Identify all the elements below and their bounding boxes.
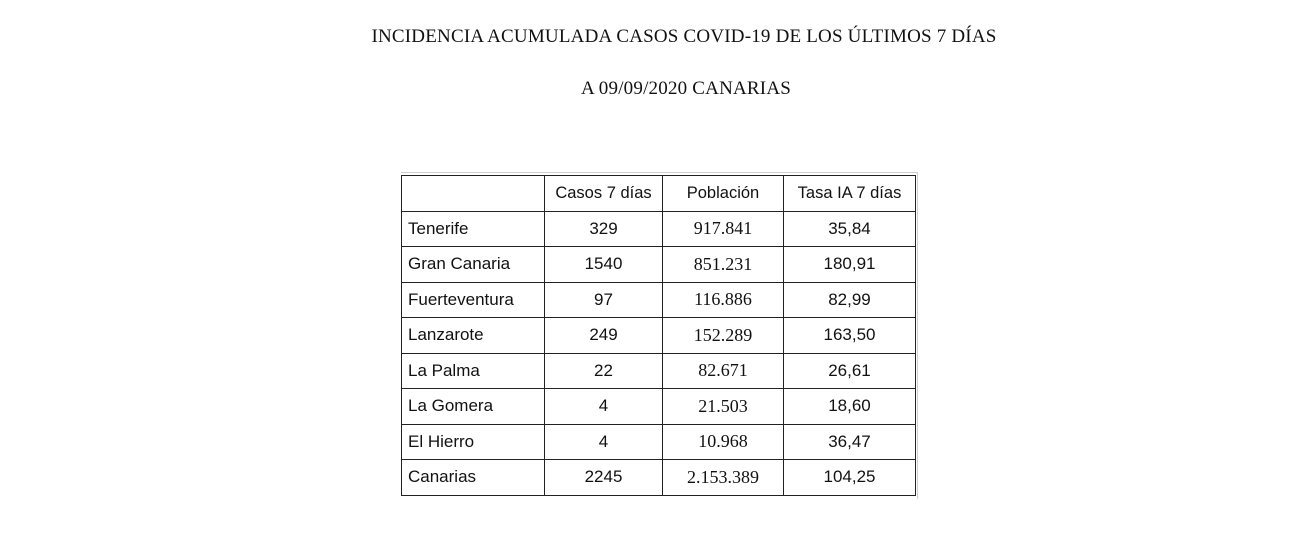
table-header-row [402,176,916,212]
island-name: Lanzarote [402,318,545,354]
island-name: La Gomera [402,389,545,425]
tasa-value: 18,60 [784,389,916,425]
incidence-table [401,175,916,496]
table-row [402,282,916,318]
tasa-value: 26,61 [784,353,916,389]
poblacion-value: 2.153.389 [663,460,784,496]
table-row [402,389,916,425]
table-body [402,211,916,495]
island-name: Tenerife [402,211,545,247]
document-subtitle: A 09/09/2020 CANARIAS [580,78,792,99]
header-casos: Casos 7 días [545,176,663,212]
table-row [402,247,916,283]
table-row [402,424,916,460]
casos-value: 329 [545,211,663,247]
table-row [402,211,916,247]
tasa-value: 36,47 [784,424,916,460]
island-name: Canarias [402,460,545,496]
document-title: INCIDENCIA ACUMULADA CASOS COVID-19 DE LOS ÚLTIMOS 7 DÍAS [371,26,997,47]
casos-value: 4 [545,424,663,460]
incidence-table-frame [401,172,918,499]
casos-value: 2245 [545,460,663,496]
poblacion-value: 152.289 [663,318,784,354]
casos-value: 4 [545,389,663,425]
tasa-value: 163,50 [784,318,916,354]
island-name: Fuerteventura [402,282,545,318]
casos-value: 22 [545,353,663,389]
table-row [402,353,916,389]
tasa-value: 82,99 [784,282,916,318]
casos-value: 97 [545,282,663,318]
table-row-total [402,460,916,496]
tasa-value: 35,84 [784,211,916,247]
tasa-value: 180,91 [784,247,916,283]
header-tasa: Tasa IA 7 días [784,176,916,212]
casos-value: 249 [545,318,663,354]
table-row [402,318,916,354]
poblacion-value: 917.841 [663,211,784,247]
island-name: La Palma [402,353,545,389]
poblacion-value: 21.503 [663,389,784,425]
casos-value: 1540 [545,247,663,283]
poblacion-value: 851.231 [663,247,784,283]
island-name: El Hierro [402,424,545,460]
header-poblacion: Población [663,176,784,212]
tasa-value: 104,25 [784,460,916,496]
poblacion-value: 10.968 [663,424,784,460]
poblacion-value: 116.886 [663,282,784,318]
poblacion-value: 82.671 [663,353,784,389]
island-name: Gran Canaria [402,247,545,283]
header-empty [402,176,545,212]
